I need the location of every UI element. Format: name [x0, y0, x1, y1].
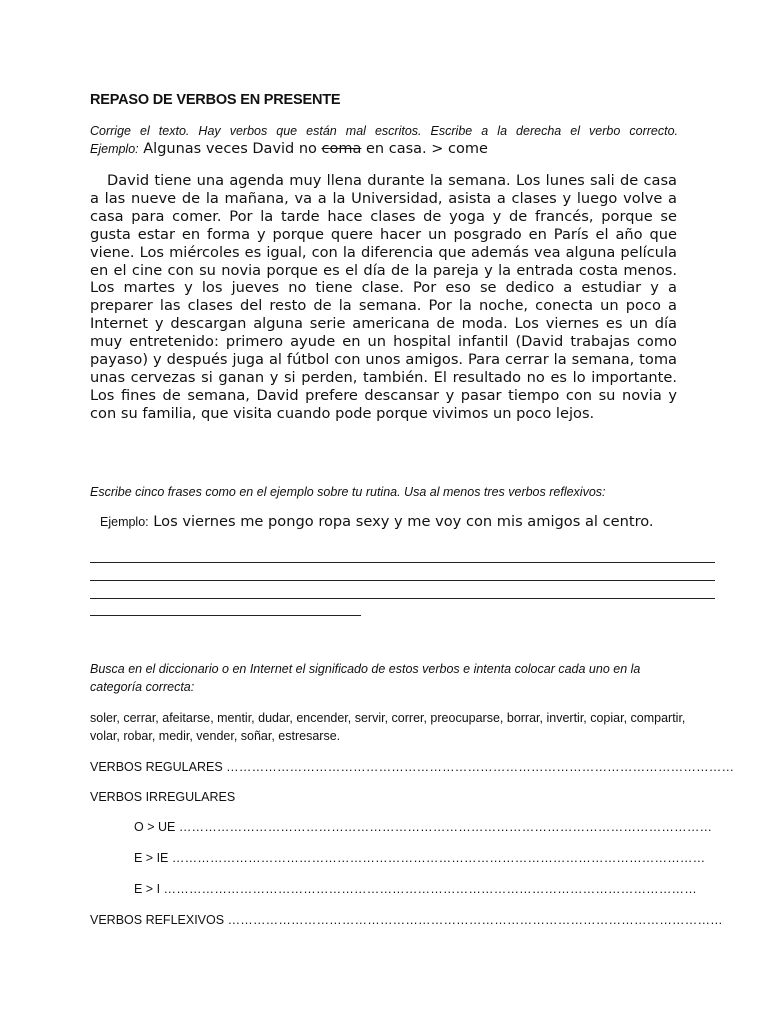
example-sentence: Los viernes me pongo ropa sexy y me voy con mis amigos al centro.	[153, 513, 654, 530]
category-e-ie	[134, 851, 705, 865]
exercise1-instruction: Corrige el texto. Hay verbos que están mal escritos. Escribe a la derecha el verbo correcto.	[90, 124, 678, 138]
example-text-after: en casa. > come	[366, 141, 488, 157]
category-e-i	[134, 882, 697, 896]
writing-line[interactable]	[90, 615, 361, 616]
exercise2-example	[100, 513, 654, 530]
category-o-ue	[134, 820, 712, 834]
exercise2-instruction: Escribe cinco frases como en el ejemplo sobre tu rutina. Usa al menos tres verbos reflexivos:	[90, 485, 606, 499]
example-text-before: Algunas veces David no	[143, 141, 317, 157]
answer-line[interactable]: ………………………………………………………………………………………………………………	[163, 882, 697, 896]
answer-line[interactable]: …………………………………………………………………………………………………………	[226, 760, 735, 774]
answer-line[interactable]: ………………………………………………………………………………………………………	[227, 913, 723, 927]
category-label: E > I	[134, 882, 161, 896]
answer-line[interactable]: ………………………………………………………………………………………………………………	[171, 851, 706, 865]
category-label: VERBOS REFLEXIVOS	[90, 913, 225, 927]
writing-line[interactable]	[90, 562, 715, 563]
example-label: Ejemplo:	[100, 515, 149, 529]
category-label: E > IE	[134, 851, 169, 865]
example-label: Ejemplo:	[90, 142, 139, 156]
verb-list: soler, cerrar, afeitarse, mentir, dudar, encender, servir, correr, preocuparse, borrar, invertir, copiar, compartir, volar, robar, medir, vender, soñar, estresarse.	[90, 711, 686, 743]
example-struck-word: coma	[321, 141, 362, 157]
category-reflexivos	[90, 913, 723, 927]
category-label: O > UE	[134, 820, 176, 834]
answer-line[interactable]: ………………………………………………………………………………………………………………	[178, 820, 713, 834]
category-label: VERBOS IRREGULARES	[90, 790, 236, 804]
writing-line[interactable]	[90, 580, 715, 581]
exercise1-example	[90, 141, 488, 157]
category-irregulares	[90, 790, 235, 804]
writing-line[interactable]	[90, 598, 715, 599]
correction-paragraph: David tiene una agenda muy llena durante la semana. Los lunes sali de casa a las nueve de la mañana, va a la Universidad, asista a clases y luego volve a casa para comer. Por la tarde hace clases de yoga y de francés, porque se gusta estar en forma y porque quere hacer un posgrado en París el año que viene. Los miércoles es igual, con la diferencia que además vea alguna película en el cine con su novia porque es el día de la pareja y la entrada costa menos. Los martes y los jueves no tiene clase. Por eso se dedico a estudiar y a preparer las clases del resto de la semana. Por la noche, conecta un poco a Internet y descargan alguna serie americana de moda. Los viernes es un día muy entretenido: primero ayude en un hospital infantil (David trabajas como payaso) y después juga al fútbol con unos amigos. Para cerrar la semana, toma unas cervezas si ganan y si perden, también. El resultado no es lo importante. Los fines de semana, David prefere descansar y pasar tiempo con su novia y con su familia, que visita cuando pode porque vivimos un poco lejos.	[90, 172, 677, 422]
category-label: VERBOS REGULARES	[90, 760, 223, 774]
exercise3-instruction: Busca en el diccionario o en Internet el significado de estos verbos e intenta colocar cada uno en la categoría correcta:	[90, 662, 641, 694]
category-regulares	[90, 760, 734, 774]
page-title: REPASO DE VERBOS EN PRESENTE	[90, 92, 341, 108]
